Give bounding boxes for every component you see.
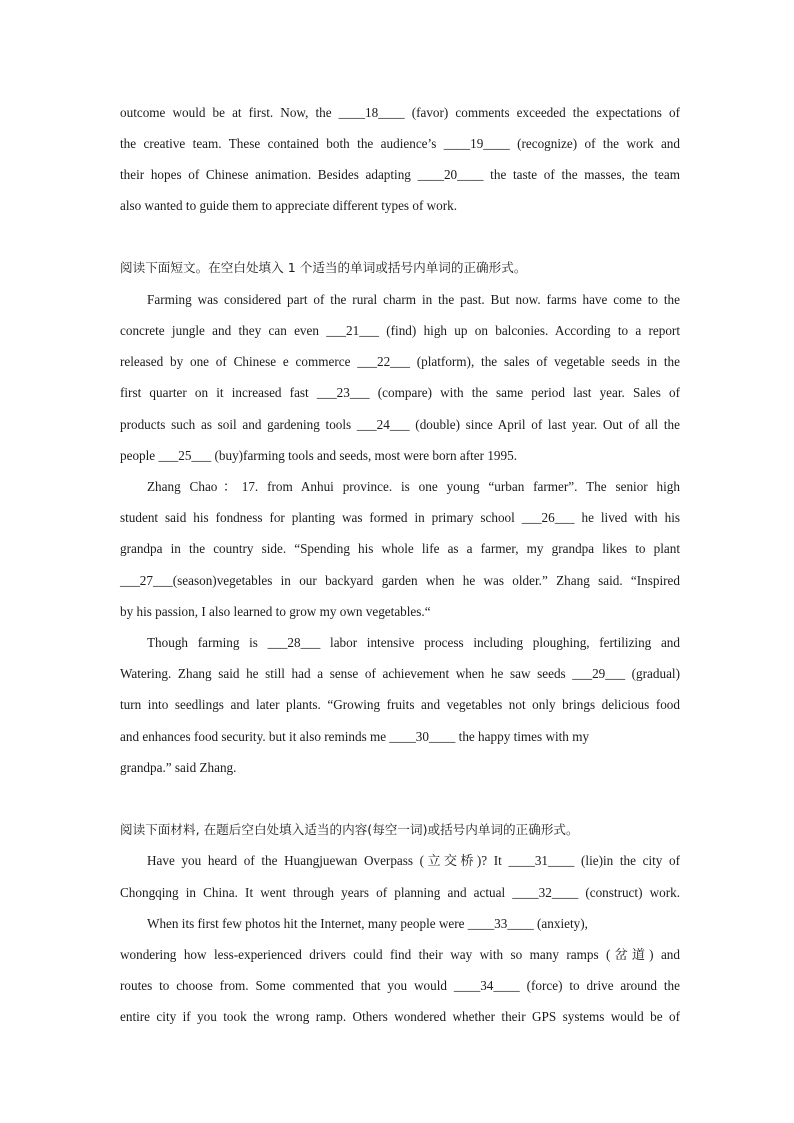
passage-line: people ___25___ (buy)farming tools and seeds, most were born after 1995. bbox=[120, 448, 517, 463]
passage-line: their hopes of Chinese animation. Besides adapting ____20____ the taste of the masses, the team bbox=[120, 167, 680, 182]
passage-line: Though farming is ___28___ labor intensive process including ploughing, fertilizing and bbox=[147, 635, 680, 650]
passage-line: first quarter on it increased fast ___23___ (compare) with the same period last year. Sales of bbox=[120, 385, 680, 400]
passage-line: grandpa in the country side. “Spending his whole life as a farmer, my grandpa likes to plant bbox=[120, 541, 680, 556]
passage-line: also wanted to guide them to appreciate different types of work. bbox=[120, 198, 458, 213]
passage-line: wondering how less-experienced drivers could find their way with so many ramps (岔道) and bbox=[120, 947, 680, 962]
passage-line: Farming was considered part of the rural charm in the past. But now. farms have come to the bbox=[147, 292, 680, 307]
passage-line: When its first few photos hit the Internet, many people were ____33____ (anxiety), bbox=[147, 916, 588, 931]
passage-line: outcome would be at first. Now, the ____18____ (favor) comments exceeded the expectations of bbox=[120, 105, 680, 120]
passage-line: student said his fondness for planting was formed in primary school ___26___ he lived with his bbox=[120, 510, 680, 525]
passage-line: products such as soil and gardening tools ___24___ (double) since April of last year. Out of all the bbox=[120, 417, 680, 432]
passage-line: by his passion, I also learned to grow my own vegetables.“ bbox=[120, 604, 431, 619]
passage-line: Watering. Zhang said he still had a sense of achievement when he saw seeds ___29___ (gradual) bbox=[120, 666, 680, 681]
passage-line: Have you heard of the Huangjuewan Overpass (立交桥)? It ____31____ (lie)in the city of bbox=[147, 853, 680, 868]
section-heading: 阅读下面短文。在空白处填入 1 个适当的单词或括号内单词的正确形式。 bbox=[120, 260, 527, 275]
passage-line: routes to choose from. Some commented that you would ____34____ (force) to drive around the bbox=[120, 978, 680, 993]
section-heading: 阅读下面材料, 在题后空白处填入适当的内容(每空一词)或括号内单词的正确形式。 bbox=[120, 822, 579, 837]
passage-line: grandpa.” said Zhang. bbox=[120, 760, 237, 775]
passage-line: the creative team. These contained both the audience’s ____19____ (recognize) of the work and bbox=[120, 136, 680, 151]
passage-line: concrete jungle and they can even ___21___ (find) high up on balconies. According to a report bbox=[120, 323, 680, 338]
passage-line: entire city if you took the wrong ramp. Others wondered whether their GPS systems would be of bbox=[120, 1009, 680, 1024]
passage-line: ___27___(season)vegetables in our backyard garden when he was older.” Zhang said. “Inspired bbox=[120, 573, 680, 588]
passage-line: and enhances food security. but it also reminds me ____30____ the happy times with my bbox=[120, 729, 590, 744]
passage-line: released by one of Chinese e commerce ___22___ (platform), the sales of vegetable seeds in the bbox=[120, 354, 680, 369]
passage-line: Chongqing in China. It went through years of planning and actual ____32____ (construct) work. bbox=[120, 885, 680, 900]
passage-line: turn into seedlings and later plants. “Growing fruits and vegetables not only brings delicious food bbox=[120, 697, 680, 712]
passage-line: Zhang Chao：17. from Anhui province. is one young “urban farmer”. The senior high bbox=[147, 479, 680, 494]
